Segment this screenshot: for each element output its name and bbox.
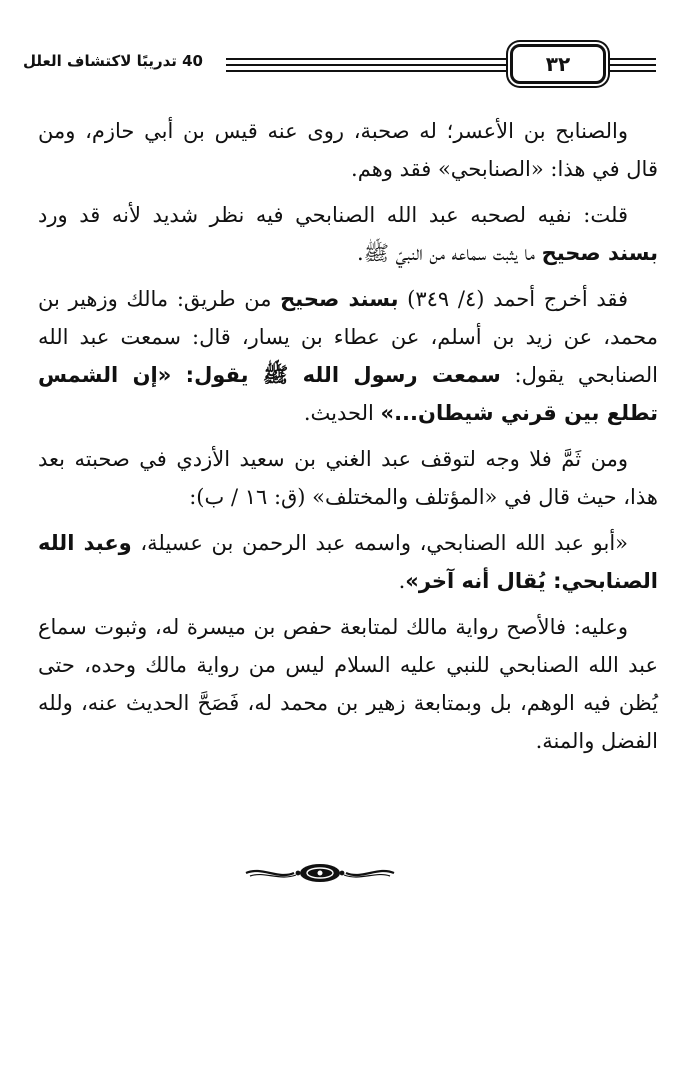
paragraph — [38, 440, 658, 516]
text-segment: وعليه: فالأصح رواية مالك لمتابعة حفص بن ميسرة له، وثبوت سماع عبد الله الصنابحي للنبي عليه السلام ليس من رواية مالك وحده، حتى يُظن فيه الوهم، بل وبمتابعة زهير بن محمد له، فَصَحَّ الحديث عنه، ولله الفضل والمنة. — [38, 615, 658, 753]
bold-text-segment: سمعت رسول الله ﷺ يقول: «إن الشمس تطلع بين قرني شيطان...» — [38, 363, 658, 425]
bold-text-segment: بسند صحيح — [280, 287, 399, 311]
header-rule — [226, 58, 528, 60]
paragraph — [38, 112, 658, 188]
paragraph — [38, 280, 658, 432]
ornament-divider-icon — [240, 858, 400, 888]
paragraph — [38, 608, 658, 760]
text-segment: قلت: نفيه لصحبه عبد الله الصنابحي فيه نظر شديد لأنه قد ورد — [38, 203, 628, 227]
page-number-box — [510, 44, 606, 84]
paragraph — [38, 524, 658, 600]
header-rule — [226, 70, 528, 72]
text-segment: «أبو عبد الله الصنابحي، واسمه عبد الرحمن بن عسيلة، — [131, 531, 629, 555]
header-rule — [610, 64, 656, 66]
text-segment: . — [398, 569, 406, 593]
text-segment: والصنابح بن الأعسر؛ له صحبة، روى عنه قيس بن أبي حازم، ومن قال في هذا: «الصنابحي» فقد وهم. — [38, 119, 658, 181]
page-header — [23, 40, 662, 90]
header-rule — [610, 58, 656, 60]
bold-text-segment: بسند صحيح — [541, 241, 658, 265]
page-number: ٣٢ — [545, 52, 571, 76]
body-text — [38, 112, 658, 760]
text-segment: من طريق: مالك وزهير بن محمد، عن زيد بن أسلم، عن عطاء بن يسار، قال: سمعت عبد الله الصنابحي يقول: — [38, 287, 658, 387]
bold-text-segment: وعبد الله الصنابحي: يُقال أنه آخر» — [38, 531, 658, 593]
text-segment: فقد أخرج أحمد (٤/ ٣٤٩) — [398, 287, 629, 311]
header-rule — [226, 64, 528, 66]
running-title: 40 تدريبًا لاكتشاف العلل — [23, 52, 203, 70]
text-segment: ومن ثَمَّ فلا وجه لتوقف عبد الغني بن سعيد الأزدي في صحبته بعد هذا، حيث قال في «المؤتلف والمختلف» (ق: ١٦ / ب): — [38, 447, 658, 509]
paragraph — [38, 196, 658, 272]
header-rule — [610, 70, 656, 72]
text-segment: ما يثبت سماعه من النبيّ ﷺ. — [356, 241, 542, 265]
text-segment: الحديث. — [303, 401, 381, 425]
